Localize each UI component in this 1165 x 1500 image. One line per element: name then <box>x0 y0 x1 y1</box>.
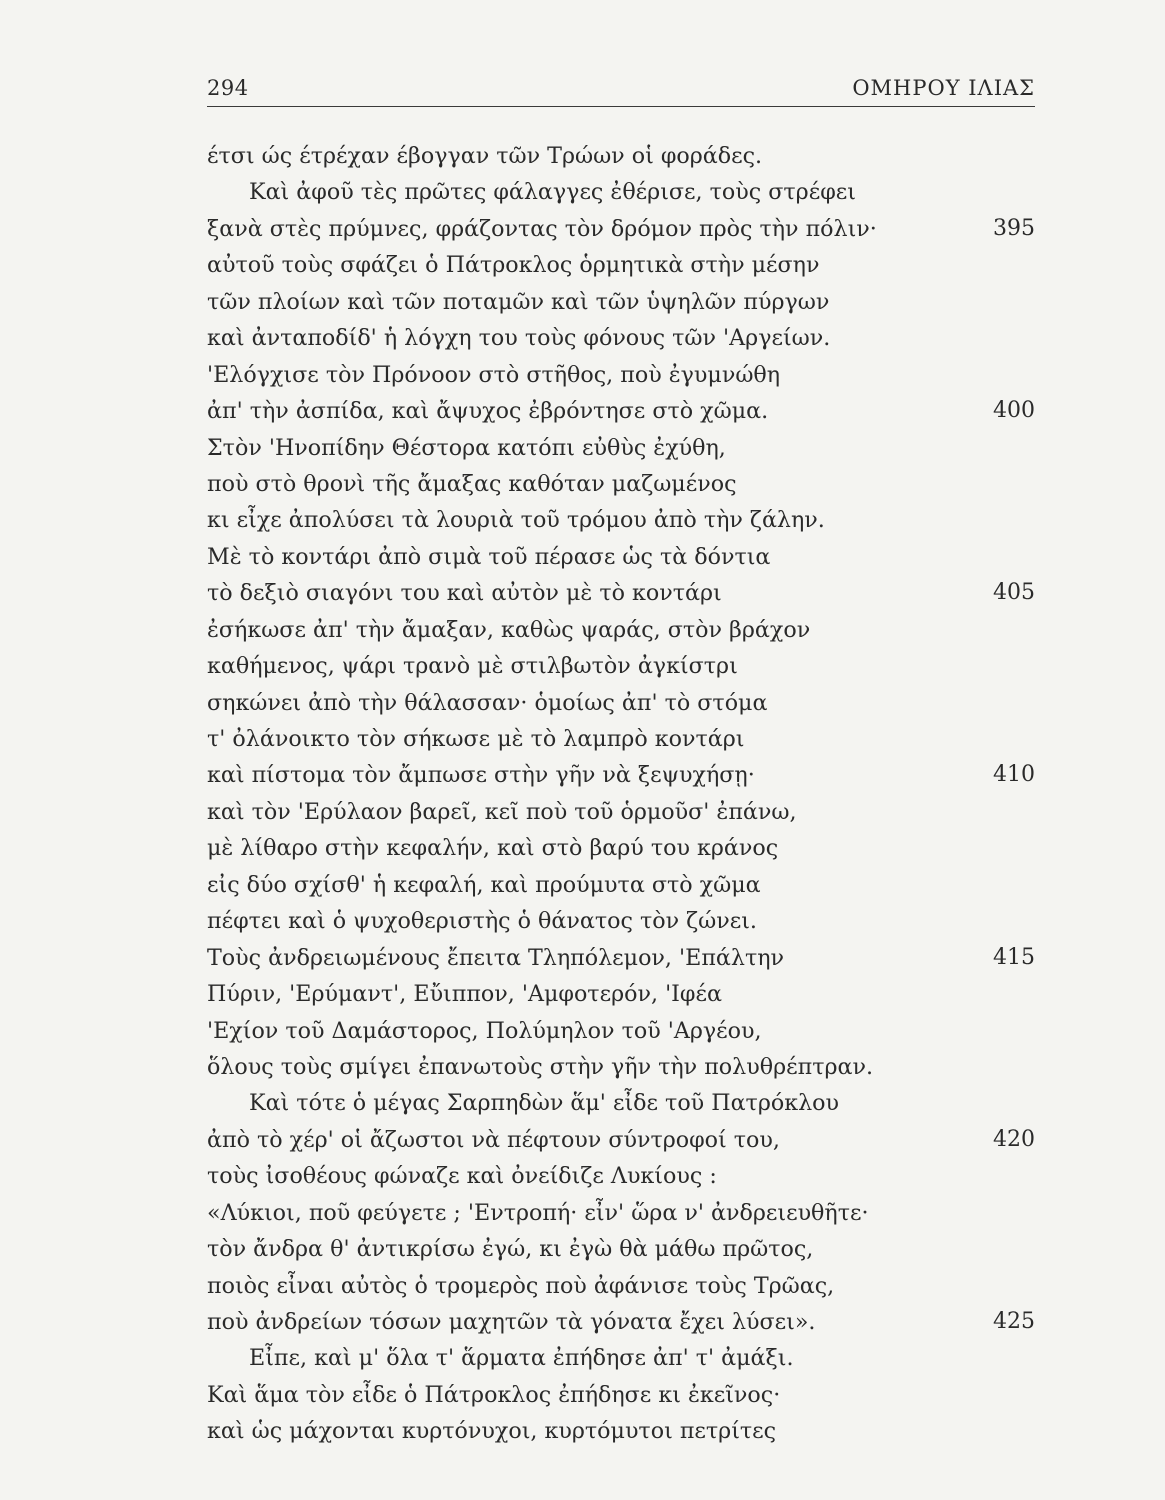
verse-line <box>207 612 1035 648</box>
verse-text: ἀπ' τὴν ἀσπίδα, καὶ ἄψυχος ἐβρόντησε στὸ χῶμα. <box>207 398 769 425</box>
line-number: 425 <box>993 1309 1035 1334</box>
verse-text: καθήμενος, ψάρι τρανὸ μὲ στιλβωτὸν ἀγκίστρι <box>207 653 738 680</box>
verse-line <box>207 539 1035 575</box>
verse-text: καὶ πίστομα τὸν ἄμπωσε στὴν γῆν νὰ ξεψυχήσῃ· <box>207 762 755 789</box>
verse-text: Καὶ ἀφοῦ τὲς πρῶτες φάλαγγες ἐθέρισε, τοὺς στρέφει <box>249 179 856 206</box>
verse-line <box>207 685 1035 721</box>
verse-text: τὸν ἄνδρα θ' ἀντικρίσω ἐγώ, κι ἐγὼ θὰ μάθω πρῶτος, <box>207 1236 814 1263</box>
line-number: 405 <box>993 580 1035 606</box>
verse-text: Εἶπε, καὶ μ' ὅλα τ' ἅρματα ἐπήδησε ἀπ' τ' ἀμάξι. <box>249 1345 794 1372</box>
verse-line <box>207 1122 1035 1158</box>
running-title: ΟΜΗΡΟΥ ΙΛΙΑΣ <box>852 76 1035 100</box>
verse-line <box>207 648 1035 684</box>
verse-text: Μὲ τὸ κοντάρι ἀπὸ σιμὰ τοῦ πέρασε ὡς τὰ δόντια <box>207 543 771 570</box>
verse-line <box>207 284 1035 320</box>
verse-line <box>207 320 1035 356</box>
verse-text: ὅλους τοὺς σμίγει ἐπανωτοὺς στὴν γῆν τὴν πολυθρέπτραν. <box>207 1053 874 1080</box>
verse-text: 'Ελόγχισε τὸν Πρόνοον στὸ στῆθος, ποὺ ἐγυμνώθη <box>207 361 781 388</box>
verse-line <box>207 867 1035 903</box>
line-number: 420 <box>993 1126 1035 1152</box>
verse-line <box>207 1013 1035 1049</box>
verse-line <box>207 757 1035 793</box>
verse-text: καὶ τὸν 'Ερύλαον βαρεῖ, κεῖ ποὺ τοῦ ὁρμοῦσ' ἐπάνω, <box>207 798 797 825</box>
verse-line <box>207 575 1035 611</box>
verse-text: Καὶ ἅμα τὸν εἶδε ὁ Πάτροκλος ἐπήδησε κι ἐκεῖνος· <box>207 1381 781 1408</box>
page-number: 294 <box>207 76 249 100</box>
verse-line <box>207 174 1035 210</box>
verse-text: ποιὸς εἶναι αὐτὸς ὁ τρομερὸς ποὺ ἀφάνισε τοὺς Τρῶας, <box>207 1272 835 1299</box>
verse-text: τ' ὀλάνοικτο τὸν σήκωσε μὲ τὸ λαμπρὸ κοντάρι <box>207 726 745 752</box>
verse-text: Πύριν, 'Ερύμαντ', Εὔιππον, 'Αμφοτερόν, 'Ιφέα <box>207 981 722 1008</box>
verse-line <box>207 247 1035 283</box>
verse-text: καὶ ὡς μάχονται κυρτόνυχοι, κυρτόμυτοι πετρίτες <box>207 1418 777 1445</box>
verse-text: εἰς δύο σχίσθ' ἡ κεφαλή, καὶ προύμυτα στὸ χῶμα <box>207 871 761 898</box>
verse-text: ἀπὸ τὸ χέρ' οἱ ἄζωστοι νὰ πέφτουν σύντροφοί του, <box>207 1126 780 1153</box>
verse-text: τῶν πλοίων καὶ τῶν ποταμῶν καὶ τῶν ὑψηλῶν πύργων <box>207 288 830 315</box>
verse-line <box>207 1231 1035 1267</box>
verse-line <box>207 903 1035 939</box>
verse-text: τὸ δεξιὸ σιαγόνι του καὶ αὐτὸν μὲ τὸ κοντάρι <box>207 580 722 607</box>
verse-text: κι εἶχε ἀπολύσει τὰ λουριὰ τοῦ τρόμου ἀπὸ τὴν ζάλην. <box>207 507 825 534</box>
verse-text: έτσι ώς έτρέχαν έβογγαν τῶν Τρώων οἱ φοράδες. <box>207 143 763 169</box>
verse-text: ποὺ στὸ θρονὶ τῆς ἄμαξας καθόταν μαζωμένος <box>207 470 737 497</box>
verse-text: Τοὺς ἀνδρειωμένους ἔπειτα Τληπόλεμον, 'Επάλτην <box>207 944 785 971</box>
verse-line <box>207 393 1035 429</box>
verse-text: αὐτοῦ τοὺς σφάζει ὁ Πάτροκλος ὁρμητικὰ στὴν μέσην <box>207 252 820 279</box>
verse-text: σηκώνει ἀπὸ τὴν θάλασσαν· ὁμοίως ἀπ' τὸ στόμα <box>207 689 768 716</box>
verse-line <box>207 1049 1035 1085</box>
verse-line <box>207 1413 1035 1449</box>
verse-line <box>207 794 1035 830</box>
verse-text: πέφτει καὶ ὁ ψυχοθεριστὴς ὁ θάνατος τὸν ζώνει. <box>207 908 757 935</box>
verse-text: ξανὰ στὲς πρύμνες, φράζοντας τὸν δρόμον πρὸς τὴν πόλιν· <box>207 215 877 242</box>
verse-line <box>207 138 1035 174</box>
line-number: 395 <box>993 215 1035 241</box>
verse-line <box>207 1158 1035 1194</box>
verse-text: 'Εχίον τοῦ Δαμάστορος, Πολύμηλον τοῦ 'Αργέου, <box>207 1017 762 1044</box>
verse-text: Καὶ τότε ὁ μέγας Σαρπηδὼν ἅμ' εἶδε τοῦ Πατρόκλου <box>249 1090 840 1117</box>
verse-text: καὶ ἀνταποδίδ' ἡ λόγχη του τοὺς φόνους τῶν 'Αργείων. <box>207 325 831 352</box>
verse-text: «Λύκιοι, ποῦ φεύγετε ; 'Εντροπή· εἶν' ὥρα ν' ἀνδρειευθῆτε· <box>207 1199 869 1226</box>
verse-line <box>207 357 1035 393</box>
verse-line <box>207 1304 1035 1340</box>
verse-text: ἐσήκωσε ἀπ' τὴν ἄμαξαν, καθὼς ψαράς, στὸν βράχον <box>207 616 811 643</box>
verse-line <box>207 466 1035 502</box>
verse-text: μὲ λίθαρο στὴν κεφαλήν, καὶ στὸ βαρύ του κράνος <box>207 835 779 862</box>
verse-text: ποὺ ἀνδρείων τόσων μαχητῶν τὰ γόνατα ἔχει λύσει». <box>207 1309 816 1335</box>
verse-line <box>207 976 1035 1012</box>
verse-line <box>207 211 1035 247</box>
verse-line <box>207 1268 1035 1304</box>
line-number: 410 <box>993 762 1035 788</box>
verse-text: Στὸν 'Ηνοπίδην Θέστορα κατόπι εὐθὺς ἐχύθη, <box>207 434 726 461</box>
verse-text-block <box>207 138 1035 1450</box>
line-number: 415 <box>993 944 1035 970</box>
verse-line <box>207 1377 1035 1413</box>
verse-line <box>207 502 1035 538</box>
page-header <box>207 72 1035 107</box>
verse-text: τοὺς ἰσοθέους φώναζε καὶ ὀνείδιζε Λυκίους : <box>207 1163 717 1190</box>
verse-line <box>207 721 1035 757</box>
verse-line <box>207 430 1035 466</box>
verse-line <box>207 1340 1035 1376</box>
verse-line <box>207 1195 1035 1231</box>
verse-line <box>207 830 1035 866</box>
line-number: 400 <box>993 398 1035 424</box>
verse-line <box>207 940 1035 976</box>
verse-line <box>207 1085 1035 1121</box>
